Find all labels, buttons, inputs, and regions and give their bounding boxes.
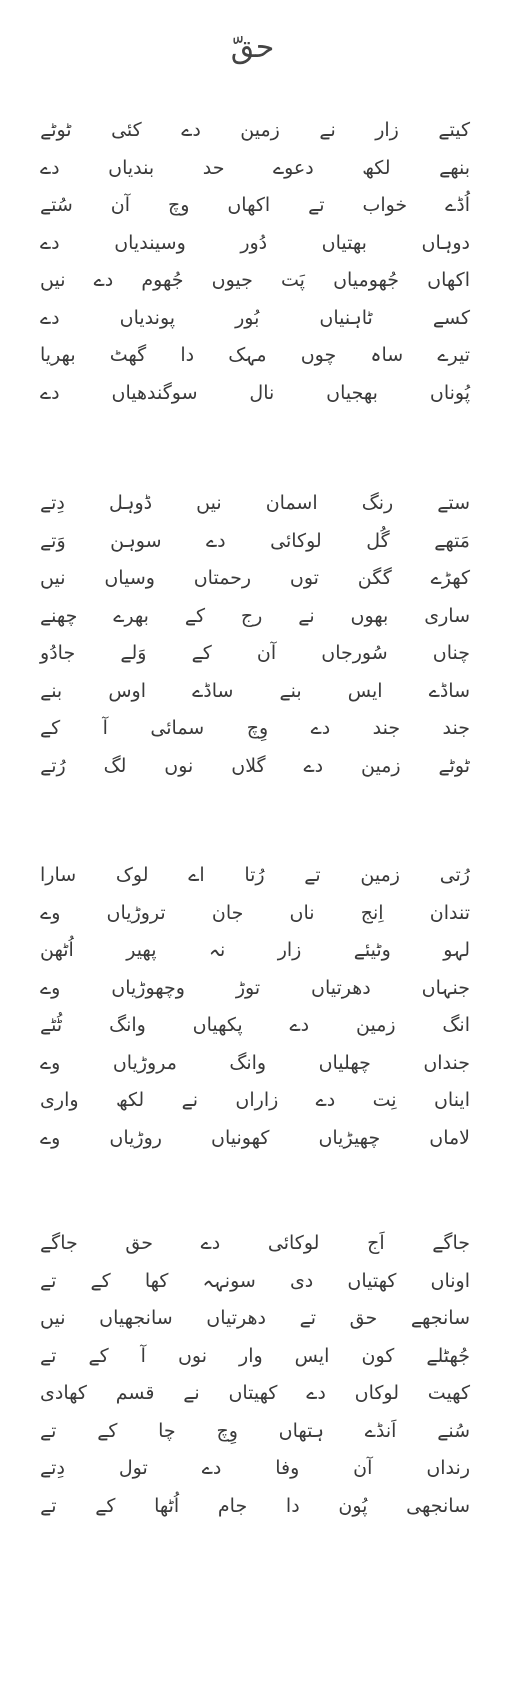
poem-word: ساری (424, 604, 470, 627)
poem-word: کسے (432, 306, 470, 329)
poem-word: جیوں (211, 269, 253, 291)
poem-line (40, 225, 470, 263)
poem-word: تے (40, 1419, 57, 1442)
poem-word: دی (289, 1269, 314, 1292)
poem-line (40, 1338, 470, 1376)
poem-word: پوندیاں (119, 306, 176, 329)
poem-word: بنے (279, 679, 302, 702)
poem-word: مَتھے (434, 529, 470, 552)
poem-word: سانجھی (406, 1494, 470, 1517)
poem-word: چوں (300, 344, 337, 366)
poem-word: تے (308, 194, 325, 216)
poem-line (40, 1413, 470, 1451)
poem-line (40, 748, 470, 786)
poem-word: اوناں (430, 1269, 470, 1292)
poem-word: اوس (108, 679, 146, 702)
poem-word: ساہ (370, 344, 404, 366)
poem-word: پُون (338, 1494, 368, 1517)
poem-word: کے (90, 1269, 111, 1292)
poem-word: جنہاں (421, 976, 470, 999)
poem-word: تروڑیاں (106, 901, 166, 924)
poem-word: کے (88, 1344, 109, 1367)
poem-word: آن (256, 642, 277, 664)
poem-word: واری (40, 1089, 79, 1111)
poem-word: کے (40, 717, 61, 739)
poem-line (40, 187, 470, 225)
poem-word: کھا (144, 1269, 169, 1292)
poem-word: اَج (367, 1232, 385, 1254)
poem-word: رنداں (426, 1457, 470, 1479)
poem-word: وٹیئے (353, 939, 391, 961)
poem-word: اُٹھن (40, 939, 74, 961)
poem-word: گلاں (231, 754, 266, 777)
poem-word: چھنے (40, 604, 78, 627)
poem-word: سُورجاں (321, 642, 388, 664)
poem-word: لوکائی (270, 529, 322, 552)
poem-word: وانگ (229, 1051, 267, 1074)
poem-line (40, 337, 470, 375)
poem-word: دِتے (40, 1457, 65, 1479)
poem-word: بندیاں (108, 156, 155, 179)
poem-line (40, 1045, 470, 1083)
poem-line (40, 932, 470, 970)
poem-word: روڑیاں (109, 1126, 162, 1149)
poem-word: دے (40, 231, 60, 254)
poem-word: نیں (196, 492, 222, 514)
poem-word: جام (217, 1494, 248, 1517)
poem-word: بُور (235, 306, 260, 329)
poem-line (40, 857, 470, 895)
poem-word: دے (289, 1014, 310, 1036)
poem-word: چھیڑیاں (318, 1126, 381, 1149)
poem-word: تے (40, 1269, 57, 1292)
poem-word: لہو (443, 939, 470, 961)
poem-line (40, 150, 470, 188)
poem-word: ایناں (433, 1089, 470, 1111)
poem-word: تے (40, 1494, 57, 1517)
poem-word: جُھوم (141, 269, 184, 291)
poem-word: دھرتیاں (206, 1307, 266, 1329)
poem-word: بھجیاں (326, 381, 378, 404)
poem-word: وسیندیاں (114, 231, 186, 254)
poem-word: نیں (40, 567, 66, 589)
poem-word: دا (285, 1494, 300, 1517)
poem-word: دے (206, 529, 226, 552)
poem-word: دے (310, 717, 331, 739)
poem-word: دے (200, 1232, 221, 1254)
poem-word: کھتیاں (347, 1269, 397, 1292)
poem-word: تے (299, 1307, 317, 1329)
poem-word: سُتے (40, 194, 73, 216)
poem-word: حد (202, 156, 225, 179)
poem-line (40, 895, 470, 933)
poem-word: چا (158, 1419, 176, 1442)
poem-word: پُوناں (429, 381, 470, 404)
poem-word: زار (375, 119, 399, 141)
poem-word: زمین (240, 119, 280, 141)
poem-line (40, 560, 470, 598)
poem-word: نال (249, 381, 275, 404)
poem-word: دُور (240, 231, 268, 254)
poem-word: مہک (228, 344, 267, 366)
poem-word: وَلے (120, 642, 147, 664)
poem-word: آ (102, 717, 108, 739)
poem-line (40, 1082, 470, 1120)
poem-word: رُتی (439, 864, 470, 886)
poem-word: نے (298, 604, 315, 627)
poem-word: جند (372, 717, 401, 739)
poem-word: بنے (40, 679, 63, 702)
poem-word: دے (40, 381, 60, 404)
poem-line (40, 523, 470, 561)
poem-line (40, 262, 470, 300)
poem-word: بھتیاں (321, 231, 367, 254)
poem-word: سوگندھیاں (111, 381, 198, 404)
poem-word: آ (140, 1344, 146, 1367)
poem-word: جان (211, 901, 244, 924)
poem-word: چھلیاں (318, 1051, 371, 1074)
poem-line (40, 598, 470, 636)
poem-word: وِچ (216, 1419, 238, 1442)
poem-word: لاماں (429, 1126, 470, 1149)
poem-word: دعوے (272, 156, 314, 179)
poem-word: دے (315, 1089, 336, 1111)
poem-word: نوں (164, 754, 194, 777)
poem-word: سونہہ (202, 1269, 256, 1292)
poem-line (40, 300, 470, 338)
poem-word: گھٹ (109, 344, 147, 366)
poem-word: تے (304, 864, 321, 886)
poem-word: آن (353, 1457, 373, 1479)
poem-word: دے (40, 156, 60, 179)
poem-line (40, 1120, 470, 1158)
poem-word: وسیاں (104, 567, 155, 589)
poem-word: رج (240, 604, 263, 627)
poem-word: ٹوٹے (438, 754, 470, 777)
poem-word: سانجھیاں (99, 1307, 173, 1329)
poem-word: بھریا (40, 344, 76, 366)
poem-word: قسم (115, 1382, 155, 1404)
poem-word: کے (191, 642, 212, 664)
poem-word: وے (40, 1126, 61, 1149)
poem-word: دے (303, 754, 324, 777)
poem-word: دھرتیاں (311, 976, 371, 999)
poem-word: ساڈے (192, 679, 234, 702)
poem-line (40, 1450, 470, 1488)
poem-line (40, 970, 470, 1008)
poem-word: زاراں (235, 1089, 279, 1111)
poem-word: پکھیاں (192, 1014, 243, 1036)
poem-word: وانگ (109, 1014, 146, 1036)
poem-word: وار (239, 1344, 263, 1367)
poem-word: ساڈے (428, 679, 470, 702)
poem-word: رُتے (40, 754, 66, 777)
poem-word: جُھٹلے (426, 1344, 470, 1367)
poem-line (40, 710, 470, 748)
poem-word: تیرے (437, 344, 470, 366)
poem-word: لوکاں (354, 1382, 400, 1404)
poem-word: ٹُٹے (40, 1014, 63, 1036)
poem-word: سوہن (110, 529, 162, 552)
poem-word: ٹوٹے (40, 119, 72, 141)
poem-word: تول (118, 1457, 148, 1479)
poem-word: کھیتاں (228, 1382, 278, 1404)
poem-word: نِت (372, 1089, 397, 1111)
stanza-2 (40, 485, 470, 785)
poem-word: کے (97, 1419, 118, 1442)
poem-word: ستے (437, 492, 470, 514)
poem-word: کئی (111, 119, 142, 141)
poem-word: ڈوہل (108, 492, 153, 514)
poem-word: توڑ (235, 976, 261, 999)
poem-word: حق (349, 1307, 378, 1329)
poem-word: نیں (40, 1307, 66, 1329)
poem-word: تندان (429, 901, 470, 924)
poem-word: اُڈے (445, 194, 470, 216)
poem-word: جادُو (40, 642, 76, 664)
poem-word: اکھاں (427, 269, 470, 291)
poem-word: اُٹھا (154, 1494, 180, 1517)
poem-word: وَتے (40, 529, 66, 552)
poem-title: حقّ (230, 30, 275, 65)
poem-line (40, 112, 470, 150)
poem-word: گُل (366, 529, 390, 552)
poem-word: دے (93, 269, 114, 291)
poem-line (40, 673, 470, 711)
poem-word: دے (201, 1457, 222, 1479)
poem-word: کھیت (427, 1382, 470, 1404)
poem-word: تے (40, 1344, 57, 1367)
poem-word: ایس (347, 679, 383, 702)
poem-word: وچھوڑیاں (111, 976, 185, 999)
poem-word: دوہاں (421, 231, 470, 254)
poem-word: ٹاہنیاں (319, 306, 373, 329)
poem-word: ناں (289, 901, 315, 924)
poem-word: کھونیاں (211, 1126, 270, 1149)
poem-word: لکھ (115, 1089, 145, 1111)
poem-word: دے (181, 119, 201, 141)
poem-word: نوں (177, 1344, 207, 1367)
poem-word: کون (361, 1344, 395, 1367)
poem-word: پھیر (126, 939, 157, 961)
poem-line (40, 1300, 470, 1338)
poem-word: رحمتاں (193, 567, 252, 589)
poem-word: زمین (356, 1014, 396, 1036)
poem-line (40, 1225, 470, 1263)
poem-word: کیتے (438, 119, 470, 141)
poem-word: رنگ (361, 492, 394, 514)
stanza-4 (40, 1225, 470, 1525)
poem-word: جند (442, 717, 470, 739)
poem-line (40, 1263, 470, 1301)
poem-word: لوکائی (267, 1232, 320, 1254)
poem-word: اکھاں (227, 194, 271, 216)
poem-word: دِتے (40, 492, 65, 514)
poem-word: وے (40, 901, 61, 924)
stanza-3 (40, 857, 470, 1157)
poem-word: وِچ (246, 717, 269, 739)
poem-line (40, 1007, 470, 1045)
poem-word: چناں (432, 642, 470, 664)
poem-word: وے (40, 1051, 61, 1074)
poem-word: وفا (275, 1457, 300, 1479)
poem-word: لوک (115, 864, 149, 886)
poem-word: انگ (442, 1014, 470, 1036)
poem-word: جاگے (40, 1232, 78, 1254)
poem-word: وے (40, 976, 61, 999)
poem-line (40, 485, 470, 523)
poem-line (40, 635, 470, 673)
poem-word: پَت (280, 269, 305, 291)
poem-word: اَنڈے (364, 1419, 397, 1442)
poem-word: وچ (167, 194, 190, 216)
poem-word: بنھے (439, 156, 470, 179)
poem-word: حق (125, 1232, 153, 1254)
poem-word: گگن (357, 567, 392, 589)
poem-word: لکھ (362, 156, 391, 179)
poem-word: کے (95, 1494, 116, 1517)
poem-word: سارا (40, 864, 77, 886)
poem-word: خواب (362, 194, 408, 216)
poem-word: زمین (361, 754, 401, 777)
poem-word: سُنے (437, 1419, 470, 1442)
poem-word: اے (188, 864, 205, 886)
poem-word: نے (183, 1382, 200, 1404)
poem-word: رُتا (244, 864, 265, 886)
poem-line (40, 1375, 470, 1413)
poem-word: ہتھاں (278, 1419, 325, 1442)
poem-word: اِنج (360, 901, 384, 924)
poem-word: کھادی (40, 1382, 87, 1404)
poem-word: نیں (40, 269, 66, 291)
poem-word: جاگے (432, 1232, 470, 1254)
poem-word: سمائی (150, 717, 205, 739)
poem-line (40, 1488, 470, 1526)
poem-word: سانجھے (410, 1307, 470, 1329)
poem-word: زار (277, 939, 302, 961)
stanza-1 (40, 112, 470, 412)
poem-word: بھوں (350, 604, 389, 627)
poem-word: نے (181, 1089, 199, 1111)
poem-word: دے (306, 1382, 326, 1404)
poem-word: اسمان (265, 492, 318, 514)
poem-word: نے (319, 119, 336, 141)
poem-word: دے (40, 306, 60, 329)
poem-word: ایس (294, 1344, 330, 1367)
poem-word: زمین (360, 864, 400, 886)
poem-word: نہ (208, 939, 226, 961)
poem-word: کے (184, 604, 206, 627)
poem-word: جُھومیاں (333, 269, 400, 291)
poem-word: کھڑے (430, 567, 470, 589)
poem-word: آن (110, 194, 130, 216)
poem-word: لگ (103, 754, 127, 777)
poem-word: دا (180, 344, 195, 366)
poem-word: جنداں (423, 1051, 470, 1074)
poem-line (40, 375, 470, 413)
poem-word: مروڑیاں (112, 1051, 177, 1074)
poem-word: بھرے (113, 604, 149, 627)
poem-word: توں (289, 567, 319, 589)
